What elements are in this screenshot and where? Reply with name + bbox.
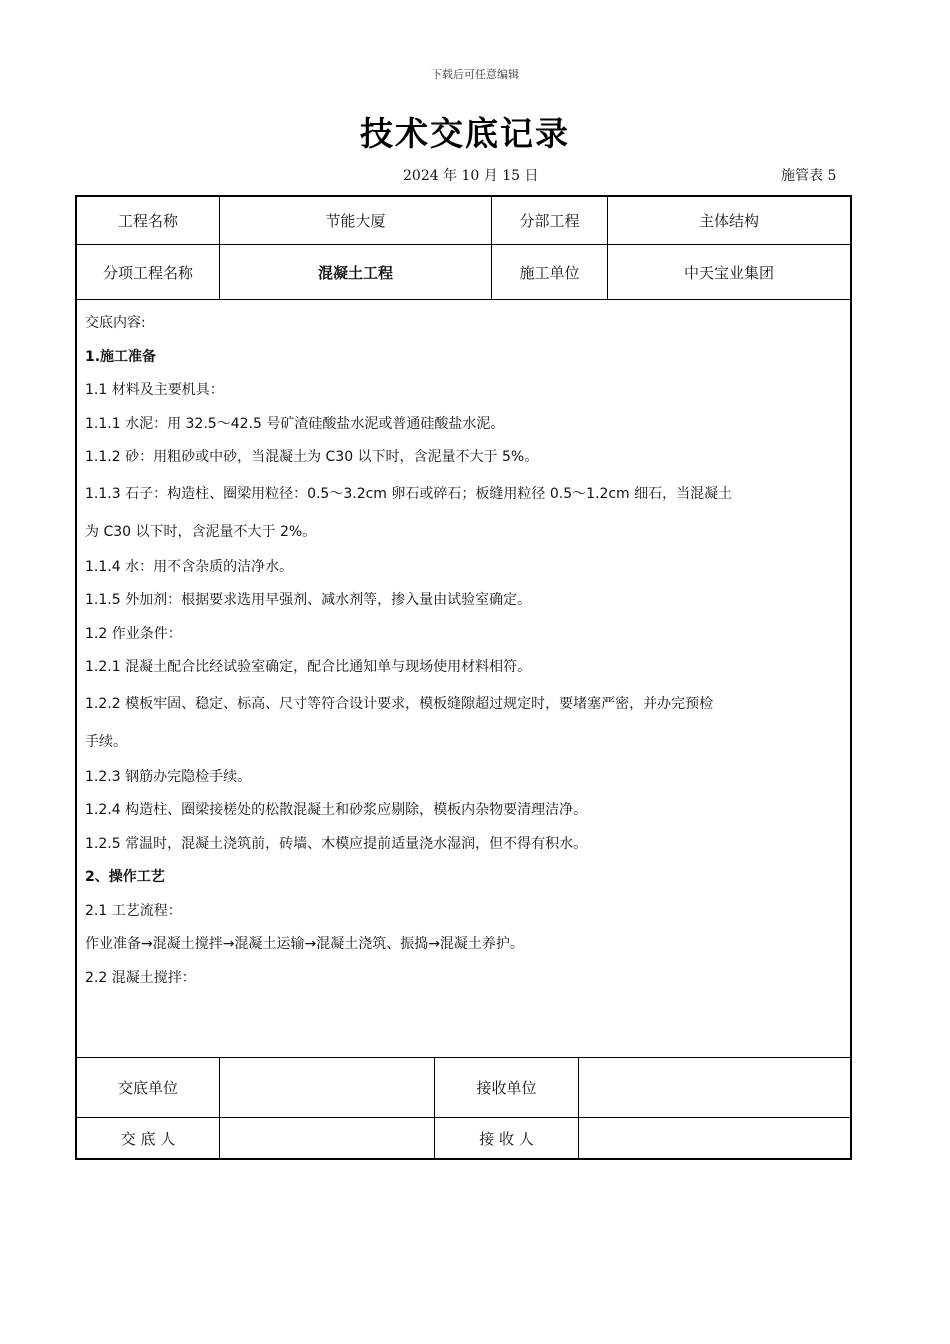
content-line: 1.1 材料及主要机具： [85,382,224,398]
form-number: 施管表 5 [781,168,837,184]
construction-unit-label: 施工单位 [519,263,580,282]
watermark-text: 下载后可任意编辑 [431,68,519,81]
division-label: 分部工程 [519,212,580,230]
content-line: 1.2.4 构造柱、圈梁接槎处的松散混凝土和砂浆应剔除，模板内杂物要清理洁净。 [85,802,588,818]
receiver-person-field [579,1118,850,1158]
record-table [75,195,852,1160]
section-heading: 2、操作工艺 [85,869,165,885]
disclosure-content [85,307,845,995]
content-line: 1.1.1 水泥：用 32.5～42.5 号矿渣硅酸盐水泥或普通硅酸盐水泥。 [85,415,505,432]
handover-person-label: 交 底 人 [120,1129,176,1148]
sub-item-label: 分项工程名称 [102,263,193,282]
content-line: 1.1.4 水：用不含杂质的洁净水。 [85,558,294,575]
row-divider [77,299,850,300]
content-line: 1.2.1 混凝土配合比经试验室确定，配合比通知单与现场使用材料相符。 [85,659,532,675]
content-line: 1.2.2 模板牢固、稳定、标高、尺寸等符合设计要求，模板缝隙超过规定时，要堵塞严密，并办完预检 [85,695,714,712]
document-title: 技术交底记录 [360,114,570,153]
project-name-label: 工程名称 [117,212,178,230]
content-line: 手续。 [85,733,127,750]
section-heading: 1.施工准备 [85,348,157,365]
content-line: 1.2.3 钢筋办完隐检手续。 [85,768,252,785]
content-line: 为 C30 以下时，含泥量不大于 2%。 [85,523,317,540]
content-line: 1.2.5 常温时，混凝土浇筑前，砖墙、木模应提前适量浇水湿润，但不得有积水。 [85,835,588,852]
content-line: 1.1.2 砂：用粗砂或中砂，当混凝土为 C30 以下时，含泥量不大于 5%。 [85,449,539,465]
content-line: 1.2 作业条件： [85,625,182,642]
handover-unit-field [220,1058,434,1117]
content-line: 1.1.5 外加剂：根据要求选用早强剂、减水剂等，掺入量由试验室确定。 [85,592,532,608]
content-line: 2.2 混凝土搅拌： [85,969,196,986]
receiver-unit-field [579,1058,850,1117]
sub-item-value: 混凝土工程 [317,263,393,282]
receiver-person-label: 接 收 人 [479,1129,534,1148]
content-line: 1.1.3 石子：构造柱、圈梁用粒径：0.5～3.2cm 卵石或碎石；板缝用粒径 0.5～1.2cm 细石，当混凝土 [85,485,733,502]
receiver-unit-label: 接收单位 [476,1079,537,1097]
project-name-value: 节能大厦 [325,212,386,230]
content-line: 交底内容: [85,315,146,331]
handover-unit-label: 交底单位 [117,1079,178,1097]
division-value: 主体结构 [698,212,759,230]
handover-person-field [220,1118,434,1158]
content-line: 作业准备→混凝土搅拌→混凝土运输→混凝土浇筑、振捣→混凝土养护。 [85,936,524,952]
content-line: 2.1 工艺流程： [85,902,182,919]
construction-unit-value: 中天宝业集团 [683,263,774,282]
document-date: 2024 年 10 月 15 日 [403,168,539,184]
